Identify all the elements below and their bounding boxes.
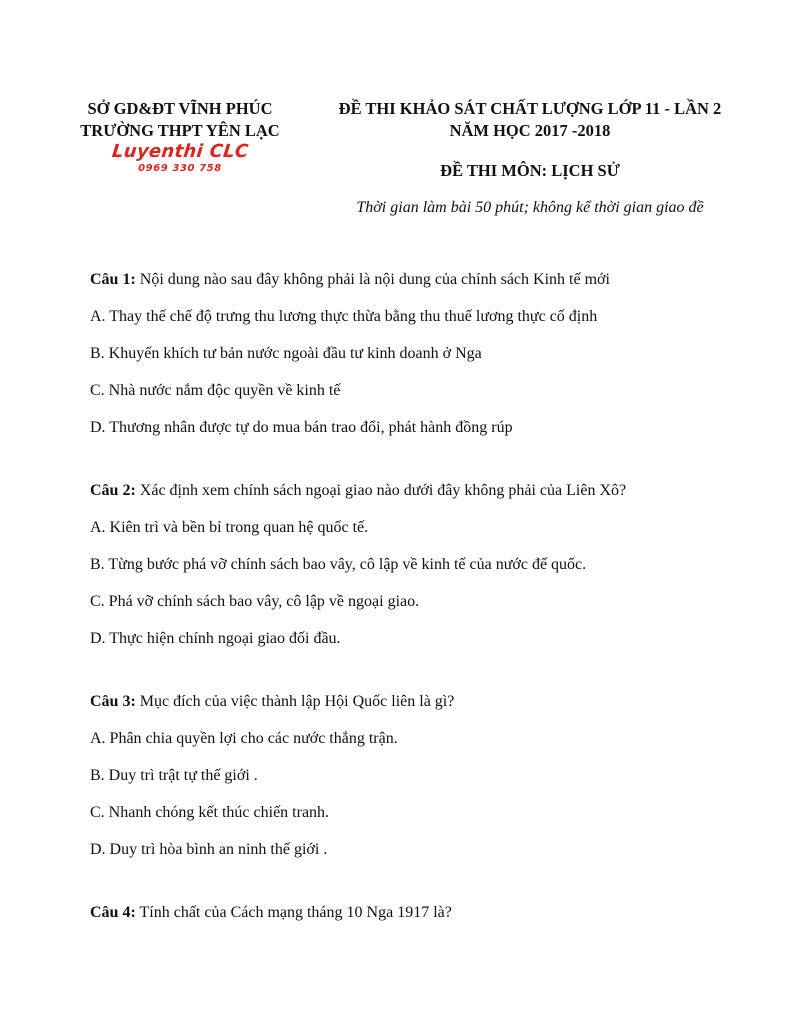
question-label: Câu 4: <box>90 904 136 921</box>
question-3 <box>90 690 770 862</box>
question-stem <box>90 690 770 714</box>
question-label: Câu 3: <box>90 693 136 710</box>
answer-option-d: D. Thương nhân được tự do mua bán trao đổi, phát hành đồng rúp <box>90 419 513 436</box>
answer-option-a: A. Kiên trì và bền bỉ trong quan hệ quốc tế. <box>90 519 369 536</box>
answer-option-b: B. Duy trì trật tự thế giới . <box>90 767 258 784</box>
answer-option-c: C. Nhà nước nắm độc quyền về kinh tế <box>90 382 341 399</box>
question-4 <box>90 901 770 925</box>
answer-option-b: B. Từng bước phá vỡ chính sách bao vây, cô lập về kinh tế của nước đế quốc. <box>90 556 587 573</box>
question-1 <box>90 268 770 440</box>
answer-option-a: A. Thay thế chế độ trưng thu lương thực thừa bằng thu thuế lương thực cố định <box>90 308 598 325</box>
answer-option-a: A. Phân chia quyền lợi cho các nước thắng trận. <box>90 730 398 747</box>
question-stem <box>90 268 770 292</box>
answer-option-c: C. Nhanh chóng kết thúc chiến tranh. <box>90 804 330 821</box>
school-name: TRƯỜNG THPT YÊN LẠC <box>80 121 280 140</box>
brand-watermark: Luyenthi CLC <box>110 141 250 162</box>
school-header <box>70 98 290 174</box>
question-2 <box>90 479 770 651</box>
question-label: Câu 2: <box>90 482 136 499</box>
question-text: Mục đích của việc thành lập Hội Quốc liên là gì? <box>135 693 455 710</box>
answer-option-d: D. Thực hiện chính ngoại giao đối đầu. <box>90 630 341 647</box>
school-year: NĂM HỌC 2017 -2018 <box>449 121 611 140</box>
question-list <box>90 268 770 964</box>
exam-time-note: Thời gian làm bài 50 phút; không kể thời gian giao đề <box>356 199 704 216</box>
exam-title: ĐỀ THI KHẢO SÁT CHẤT LƯỢNG LỚP 11 - LẦN 2 <box>338 99 722 118</box>
question-stem <box>90 901 770 925</box>
exam-subject: ĐỀ THI MÔN: LỊCH SỬ <box>440 161 620 180</box>
answer-option-d: D. Duy trì hòa bình an ninh thế giới . <box>90 841 328 858</box>
exam-header <box>300 98 760 218</box>
answer-option-b: B. Khuyến khích tư bản nước ngoài đầu tư kinh doanh ở Nga <box>90 345 482 362</box>
answer-option-c: C. Phá vỡ chính sách bao vây, cô lập về ngoại giao. <box>90 593 420 610</box>
brand-phone: 0969 330 758 <box>138 163 222 174</box>
question-text: Nội dung nào sau đây không phải là nội dung của chính sách Kinh tế mới <box>135 271 610 288</box>
department-name: SỞ GD&ĐT VĨNH PHÚC <box>87 99 273 118</box>
question-stem <box>90 479 770 503</box>
question-label: Câu 1: <box>90 271 136 288</box>
question-text: Tính chất của Cách mạng tháng 10 Nga 1917 là? <box>135 904 452 921</box>
question-text: Xác định xem chính sách ngoại giao nào dưới đây không phải của Liên Xô? <box>135 482 627 499</box>
